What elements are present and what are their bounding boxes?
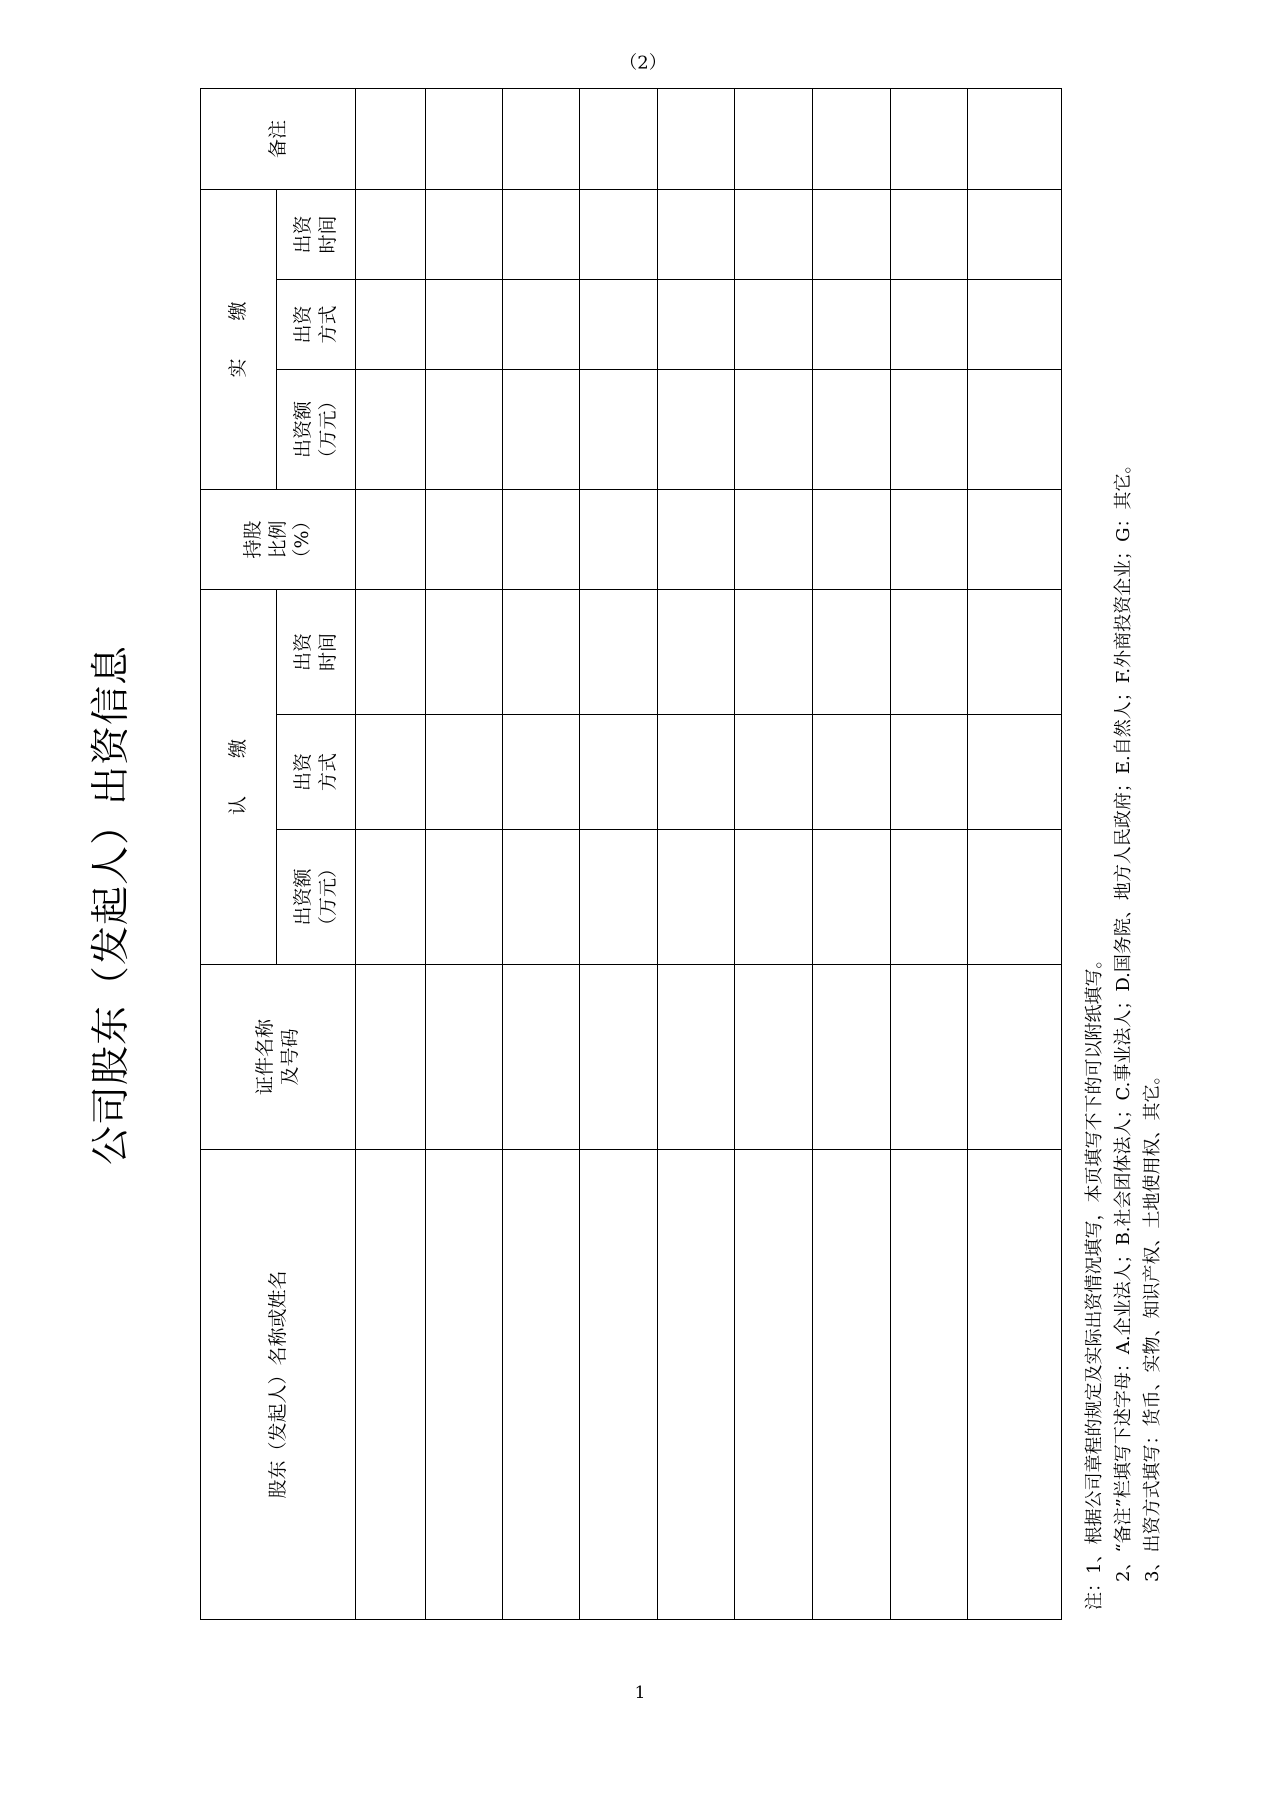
table-cell (580, 1149, 658, 1619)
table-cell (658, 369, 735, 489)
notes (1080, 110, 1167, 1610)
note-3: 3、出资方式填写：货币、实物、知识产权、土地使用权、其它。 (1142, 1066, 1163, 1582)
table-cell (735, 489, 813, 589)
table-cell (580, 489, 658, 589)
table-cell (356, 714, 426, 829)
table-cell (968, 1149, 1061, 1619)
table-cell (968, 829, 1061, 964)
table-cell (813, 714, 891, 829)
page-number: 1 (634, 1683, 646, 1703)
table-cell (658, 489, 735, 589)
note-2: 2、“备注”栏填写下述字母：A.企业法人；B.社会团体法人；C.事业法人；D.国务院、地方人民政府；E.自然人；F.外商投资企业；G：其它。 (1113, 455, 1134, 1582)
table-cell (426, 1149, 503, 1619)
table-cell (580, 279, 658, 369)
header-shareholder-name: 股东（发起人）名称或姓名 (201, 1149, 356, 1619)
table-cell (813, 279, 891, 369)
table-cell (813, 89, 891, 189)
table-cell (356, 1149, 426, 1619)
table-cell (426, 369, 503, 489)
table-cell (813, 829, 891, 964)
table-cell (356, 279, 426, 369)
table-cell (658, 189, 735, 279)
header-subscribed-amount: 出资额 （万元） (277, 829, 356, 964)
table-cell (503, 279, 580, 369)
table-cell (503, 589, 580, 714)
table-cell (356, 589, 426, 714)
table-cell (968, 369, 1061, 489)
table-cell (580, 369, 658, 489)
table-cell (735, 714, 813, 829)
table-cell (968, 189, 1061, 279)
table-cell (356, 489, 426, 589)
table-cell (426, 189, 503, 279)
header-remark: 备注 (201, 89, 356, 189)
table-cell (658, 714, 735, 829)
table-cell (503, 489, 580, 589)
table-cell (356, 89, 426, 189)
table-cell (968, 89, 1061, 189)
table-cell (580, 829, 658, 964)
header-paid-amount: 出资额 （万元） (277, 369, 356, 489)
table-cell (580, 714, 658, 829)
table-cell (891, 589, 968, 714)
table-cell (891, 829, 968, 964)
table-cell (813, 489, 891, 589)
table-cell (813, 964, 891, 1149)
table-cell (735, 89, 813, 189)
table-cell (426, 829, 503, 964)
table-cell (891, 279, 968, 369)
table-cell (735, 189, 813, 279)
table-cell (891, 489, 968, 589)
note-1: 注：1、根据公司章程的规定及实际出资情况填写，本页填写不下的可以附纸填写。 (1084, 950, 1105, 1610)
table-cell (891, 964, 968, 1149)
table-cell (426, 964, 503, 1149)
header-paid-time: 出资 时间 (277, 189, 356, 279)
table-cell (968, 714, 1061, 829)
table-cell (735, 964, 813, 1149)
table-cell (891, 189, 968, 279)
table-cell (813, 1149, 891, 1619)
table-cell (580, 964, 658, 1149)
table-cell (813, 189, 891, 279)
table-cell (968, 489, 1061, 589)
table-cell (426, 489, 503, 589)
header-paid: 实 缴 (201, 189, 277, 489)
header-subscribed: 认 缴 (201, 589, 277, 964)
table-cell (735, 369, 813, 489)
page-label: （2） (619, 52, 667, 74)
table-cell (658, 89, 735, 189)
table-cell (356, 369, 426, 489)
table-cell (891, 89, 968, 189)
table-cell (503, 369, 580, 489)
table-cell (658, 1149, 735, 1619)
table-cell (503, 89, 580, 189)
table-cell (356, 829, 426, 964)
table-cell (968, 964, 1061, 1149)
contribution-table (200, 88, 1062, 1620)
table-cell (503, 189, 580, 279)
table-cell (503, 1149, 580, 1619)
table-cell (735, 279, 813, 369)
table-cell (426, 89, 503, 189)
table-cell (735, 829, 813, 964)
table-cell (891, 369, 968, 489)
table-cell (503, 714, 580, 829)
header-subscribed-time: 出资 时间 (277, 589, 356, 714)
header-certificate: 证件名称 及号码 (201, 964, 356, 1149)
table-cell (813, 589, 891, 714)
table-cell (356, 964, 426, 1149)
page-title: 公司股东（发起人）出资信息 (89, 645, 134, 1166)
table-cell (580, 189, 658, 279)
table-cell (426, 279, 503, 369)
table-cell (658, 589, 735, 714)
table-cell (658, 829, 735, 964)
table-cell (968, 589, 1061, 714)
table-cell (580, 589, 658, 714)
header-subscribed-method: 出资 方式 (277, 714, 356, 829)
table-cell (426, 714, 503, 829)
table-cell (891, 1149, 968, 1619)
table-cell (735, 1149, 813, 1619)
table-cell (891, 714, 968, 829)
table-cell (735, 589, 813, 714)
header-paid-method: 出资 方式 (277, 279, 356, 369)
header-share-ratio: 持股 比例 （%） (201, 489, 356, 589)
table-cell (503, 964, 580, 1149)
table-cell (426, 589, 503, 714)
table-cell (503, 829, 580, 964)
table-cell (580, 89, 658, 189)
table-cell (658, 964, 735, 1149)
table-cell (356, 189, 426, 279)
table-cell (968, 279, 1061, 369)
table-cell (658, 279, 735, 369)
table-cell (813, 369, 891, 489)
